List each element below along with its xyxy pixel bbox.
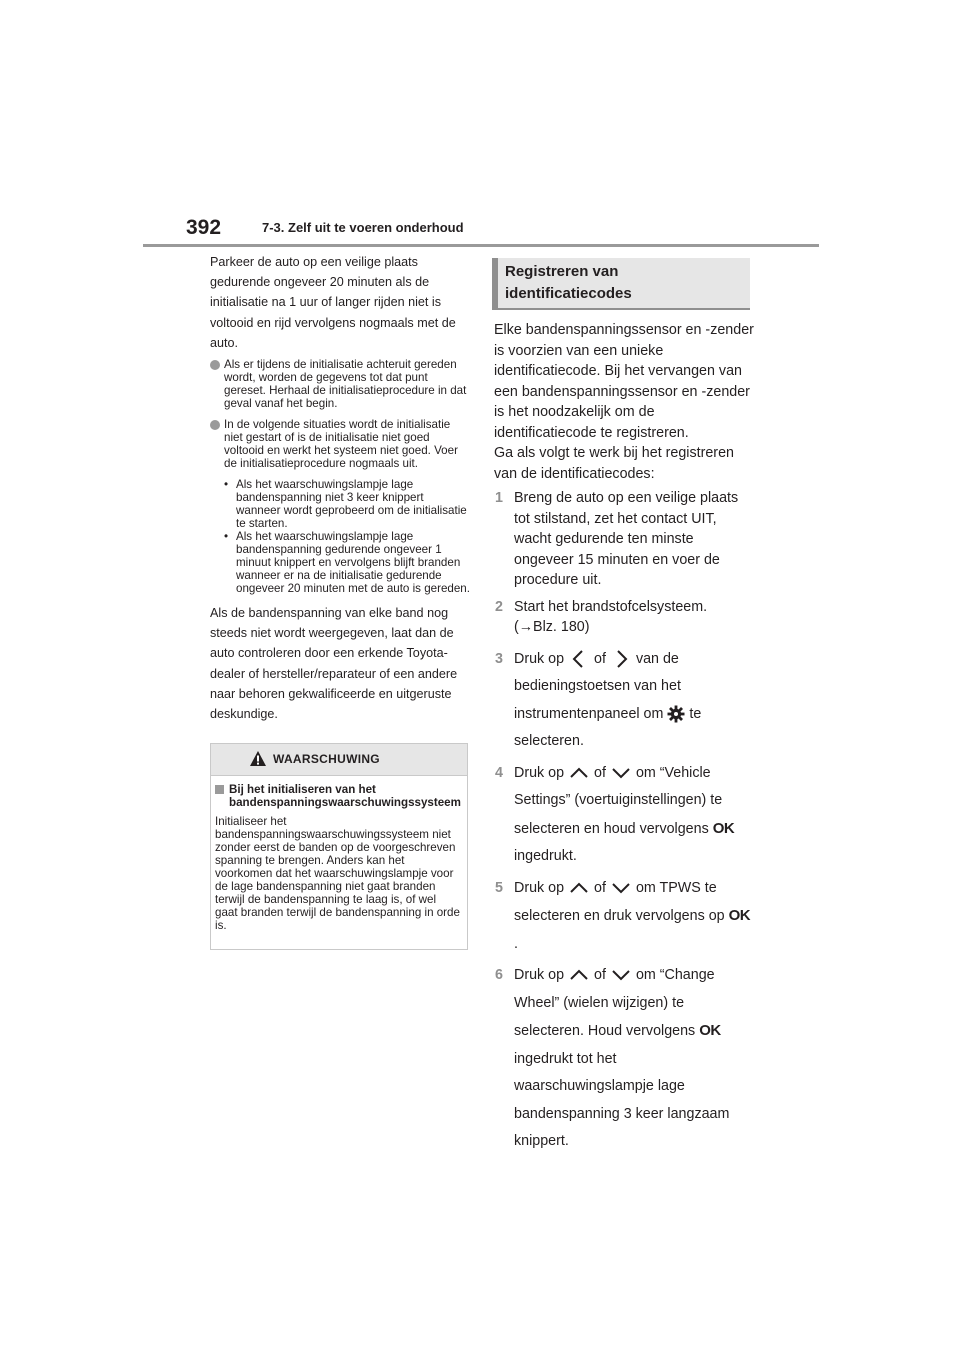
chevron-left-icon [568,648,590,670]
section-title: 7-3. Zelf uit te voeren onderhoud [262,220,464,235]
step-2 [494,597,754,638]
chevron-up-icon [568,765,590,781]
step-text: Breng de auto op een veilige plaats tot stilstand, zet het contact UIT, wacht gedurende ten minste ongeveer 15 minuten en voer de procedure uit. [514,490,739,588]
step-number: 3 [495,650,503,667]
sub-item-text: Als het waarschuwingslampje lage bandenspanning gedurende ongeveer 1 minuut knippert en vervolgens blijft branden wanneer er na de initialisatie gedurende ongeveer 20 minuten met de auto is gereden. [236,530,470,596]
warning-header [211,744,467,776]
step-text: Druk op [514,764,565,781]
gear-icon [667,705,685,723]
step-4 [494,760,754,871]
step-text: om “Change Wheel” (wielen wijzigen) te selecteren. Houd vervolgens [514,967,715,1039]
step-6 [494,962,754,1156]
header-divider [143,244,819,247]
bullet-initialization-failed [210,418,470,470]
bullet-reverse-driving [210,358,470,410]
page-number: 392 [186,216,222,239]
step-1 [494,488,754,591]
step-5 [494,875,754,959]
sub-bullet-marker: • [224,478,229,492]
step-text: ingedrukt. [514,848,577,864]
step-text: om TPWS te selecteren en druk vervolgens op [514,879,725,924]
bullet-dot-icon [210,360,220,370]
bullet-dot-icon [210,420,220,430]
step-text: . [514,935,518,952]
heading-line-2: identificatiecodes [505,285,632,302]
step-number: 5 [495,879,503,896]
step-number: 4 [495,764,503,781]
warning-triangle-icon [249,750,267,767]
step-3 [494,646,754,756]
step-text: of [594,879,606,896]
chevron-down-icon [610,880,632,896]
step-number: 2 [495,598,503,615]
step-text: Druk op [514,967,565,983]
right-intro-2: Ga als volgt te werk bij het registreren van de identificatiecodes: [494,445,734,482]
closing-paragraph: Als de bandenspanning van elke band nog steeds niet wordt weergegeven, laat dan de auto controleren door een erkende Toyota-dealer of hersteller/reparateur of een andere naar behoren gekwalificeerde en uitgeruste deskundige. [210,606,458,722]
step-text: Druk op [514,879,565,896]
step-text: ingedrukt tot het waarschuwingslampje lage bandenspanning 3 keer langzaam knippert. [514,1050,730,1149]
step-text: of [594,764,606,781]
square-bullet-icon [215,785,224,794]
right-intro: Elke bandenspanningssensor en -zender is voorzien van een unieke identificatiecode. Bij het vervangen van een bandenspanningssensor en -zender is het noodzakelijk om de identificatiecode te registreren. [494,322,754,441]
heading-accent-bar [492,258,498,308]
bullet-text: In de volgende situaties wordt de initialisatie niet gestart of is de initialisatie niet goed voltooid en werkt het systeem niet goed. Voer de initialisatieprocedure nogmaals uit. [224,418,458,471]
chevron-down-icon [610,967,632,983]
ok-button-symbol: OK [728,907,751,924]
left-column [210,252,470,729]
step-text: of [594,967,606,983]
section-heading-box [492,258,750,310]
chevron-down-icon [610,765,632,781]
ok-button-symbol: OK [699,1022,721,1039]
step-text: om “Vehicle Settings” (voertuiginstellingen) te selecteren en houd vervolgens [514,764,723,837]
section-heading [505,261,632,305]
sub-item-not-blinking [210,478,470,530]
ok-button-symbol: OK [712,819,735,837]
step-text: Druk op [514,650,565,667]
sub-item-text: Als het waarschuwingslampje lage bandenspanning niet 3 keer knippert wanneer wordt geprobeerd om de initialisatie te starten. [236,478,467,531]
warning-subtitle [215,783,461,809]
step-text: Start het brandstofcelsysteem. [514,598,708,615]
step-number: 1 [495,490,503,506]
sub-bullet-marker: • [224,530,229,544]
heading-line-1: Registreren van [505,263,619,280]
bullet-text: Als er tijdens de initialisatie achteruit gereden wordt, worden de gegevens tot dat punt gereset. Herhaal de initialisatieprocedure in dat geval vanaf het begin. [224,358,467,411]
sub-item-stays-lit [210,530,470,595]
step-text: of [594,650,606,667]
page-reference: (→Blz. 180) [514,619,590,635]
step-number: 6 [495,967,503,983]
step-text: van de bedieningstoetsen van het instrumentenpaneel om [514,650,681,722]
chevron-up-icon [568,967,590,983]
warning-title: WAARSCHUWING [273,752,380,766]
warning-box [210,743,468,950]
intro-paragraph: Parkeer de auto op een veilige plaats gedurende ongeveer 20 minuten als de initialisatie na 1 uur of langer rijden niet is voltooid en rijd vervolgens nogmaals met de auto. [210,255,456,350]
chevron-up-icon [568,880,590,896]
warning-body [211,776,467,932]
warning-text: Initialiseer het bandenspanningswaarschuwingssysteem niet zonder eerst de banden op de voorgeschreven spanning te brengen. Anders kan het voorkomen dat het waarschuwingslampje voor de lage bandenspanning niet gaat branden terwijl de bandenspanning te laag is, of wel gaat branden terwijl de bandenspanning in orde is. [215,815,460,932]
warning-subtitle-text: Bij het initialiseren van het bandenspanningswaarschuwingssysteem [229,783,461,809]
step-text: te selecteren. [514,705,702,749]
right-column [494,320,754,1156]
chevron-right-icon [610,648,632,670]
